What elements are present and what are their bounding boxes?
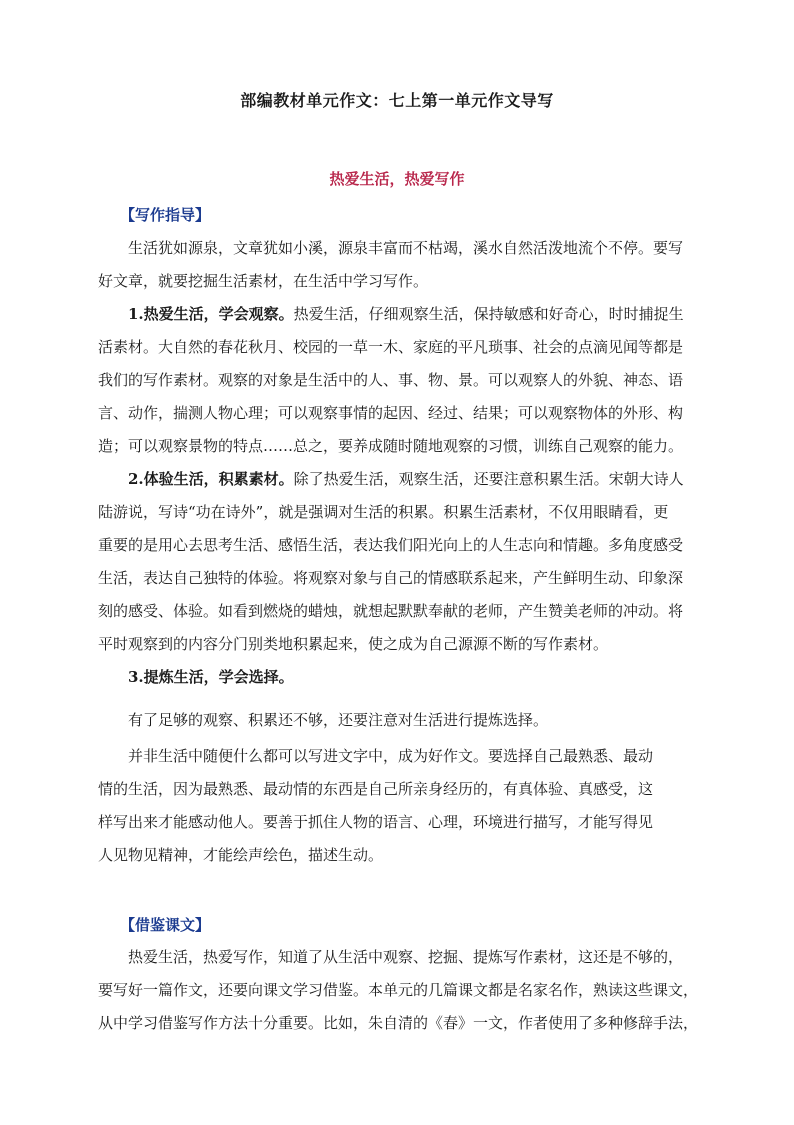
paragraph-heading: 2.体验生活，积累素材。 (128, 470, 294, 488)
paragraph-line: 言、动作，揣测人物心理；可以观察事情的起因、经过、结果；可以观察物体的外形、构 (98, 404, 684, 422)
paragraph-line: 重要的是用心去思考生活、感悟生活，表达我们阳光向上的人生志向和情趣。多角度感受 (98, 536, 684, 554)
paragraph-heading: 1.热爱生活，学会观察。 (128, 305, 294, 323)
paragraph-line: 生活，表达自己独特的体验。将观察对象与自己的情感联系起来，产生鲜明生动、印象深 (98, 569, 684, 587)
paragraph-intro (98, 232, 708, 298)
paragraph-line: 生活犹如源泉，文章犹如小溪，源泉丰富而不枯竭，溪水自然活泼地流个不停。要写 (128, 239, 684, 257)
paragraph-line: 并非生活中随便什么都可以写进文字中，成为好作文。要选择自己最熟悉、最动 (128, 747, 654, 765)
paragraph-line (98, 661, 708, 694)
section-label-reference-texts: 【借鉴课文】 (120, 916, 211, 934)
section-label-writing-guide: 【写作指导】 (120, 206, 211, 224)
paragraph-text: 除了热爱生活，观察生活，还要注意积累生活。宋朝大诗人 (293, 470, 684, 488)
paragraph-line: 有了足够的观察、积累还不够，还要注意对生活进行提炼选择。 (128, 711, 549, 729)
paragraph-line: 造；可以观察景物的特点……总之，要养成随时随地观察的习惯，训练自己观察的能力。 (98, 437, 684, 455)
paragraph-line: 人见物见精神，才能绘声绘色，描述生动。 (98, 846, 384, 864)
document-title: 部编教材单元作文：七上第一单元作文导写 (240, 91, 554, 110)
paragraph-text: 热爱生活，仔细观察生活，保持敏感和好奇心，时时捕捉生 (293, 305, 684, 323)
paragraph-line: 情的生活，因为最熟悉、最动情的东西是自己所亲身经历的，有真体验、真感受，这 (98, 780, 654, 798)
paragraph-refine-2 (98, 740, 708, 872)
paragraph-line: 从中学习借鉴写作方法十分重要。比如，朱自清的《春》一文，作者使用了多种修辞手法， (98, 1014, 699, 1032)
paragraph-line: 刻的感受、体验。如看到燃烧的蜡烛，就想起默默奉献的老师，产生赞美老师的冲动。将 (98, 602, 684, 620)
paragraph-experience (98, 463, 708, 661)
paragraph-line: 活素材。大自然的春花秋月、校园的一草一木、家庭的平凡琐事、社会的点滴见闻等都是 (98, 338, 684, 356)
paragraph-refine-1 (98, 704, 708, 737)
paragraph-line: 要写好一篇作文，还要向课文学习借鉴。本单元的几篇课文都是名家名作，熟读这些课文， (98, 981, 699, 999)
paragraph-line: 平时观察到的内容分门别类地积累起来，使之成为自己源源不断的写作素材。 (98, 635, 609, 653)
paragraph-line: 好文章，就要挖掘生活素材，在生活中学习写作。 (98, 272, 429, 290)
paragraph-line: 样写出来才能感动他人。要善于抓住人物的语言、心理，环境进行描写，才能写得见 (98, 813, 654, 831)
paragraph-line: 热爱生活，热爱写作，知道了从生活中观察、挖掘、提炼写作素材，这还是不够的， (128, 948, 684, 966)
paragraph-line (98, 463, 708, 496)
paragraph-observe (98, 298, 708, 463)
paragraph-refine-heading (98, 661, 708, 694)
paragraph-heading: 3.提炼生活，学会选择。 (128, 668, 294, 686)
paragraph-line (98, 298, 708, 331)
paragraph-line: 我们的写作素材。观察的对象是生活中的人、事、物、景。可以观察人的外貌、神态、语 (98, 371, 684, 389)
document-subtitle: 热爱生活，热爱写作 (329, 170, 465, 188)
paragraph-line: 陆游说，写诗“功在诗外”，就是强调对生活的积累。积累生活素材，不仅用眼睛看，更 (98, 503, 669, 521)
paragraph-reference (98, 941, 708, 1040)
